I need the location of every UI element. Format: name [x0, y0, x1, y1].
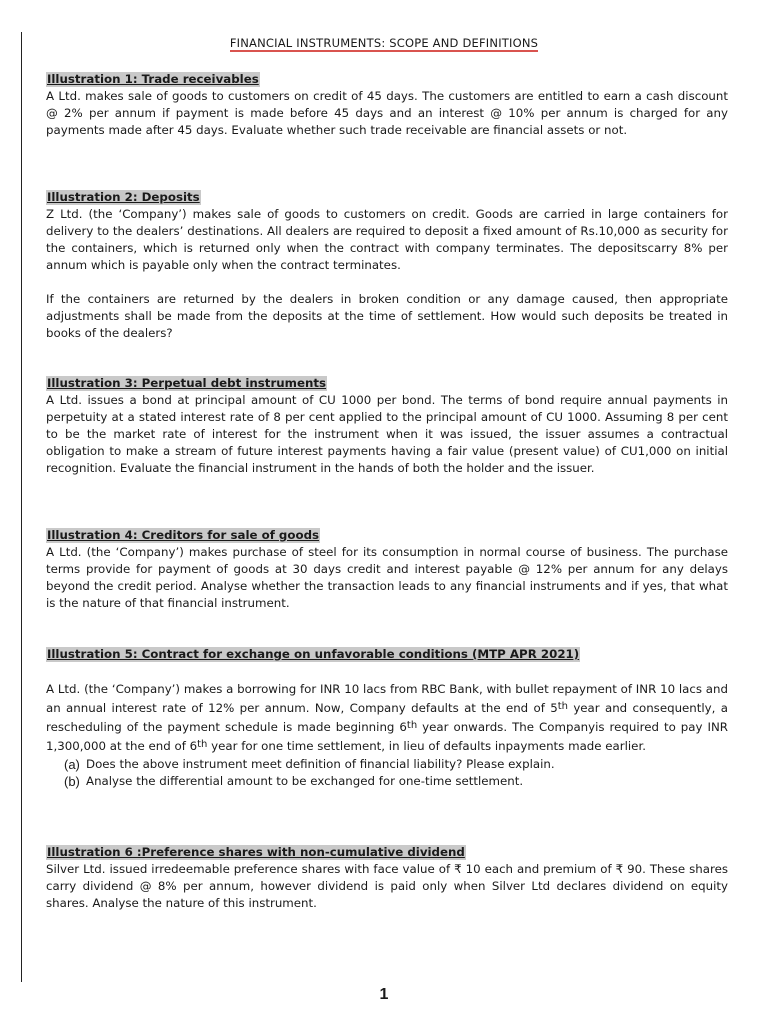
illustration-6	[46, 844, 728, 912]
list-marker: (a)	[64, 757, 80, 772]
illustration-5	[46, 646, 728, 790]
illustration-1-paragraph: A Ltd. makes sale of goods to customers on credit of 45 days. The customers are entitled to earn a cash discount @ 2% per annum if payment is made before 45 days and an interest @ 10% per annum is charged for any payments made after 45 days. Evaluate whether such trade receivable are financial assets or not.	[46, 89, 728, 137]
illustration-1	[46, 71, 728, 139]
illustration-2-heading: Illustration 2: Deposits	[47, 190, 200, 204]
illustration-3	[46, 375, 728, 477]
list-item	[46, 756, 728, 773]
illustration-2-paragraph-1: Z Ltd. (the ‘Company’) makes sale of goods to customers on credit. Goods are carried in large containers for delivery to the dealers’ destinations. All dealers are required to deposit a fixed amount of Rs.10,000 as security for the containers, which is returned only when the contract with company terminates. The depositscarry 8% per annum which is payable only when the contract terminates.	[46, 207, 728, 272]
margin-rule	[21, 32, 22, 982]
illustration-2	[46, 189, 728, 342]
illustration-4-paragraph: A Ltd. (the ‘Company’) makes purchase of steel for its consumption in normal course of business. The purchase terms provide for payment of goods at 30 days credit and interest payable @ 12% per annum for any delays beyond the credit period. Analyse whether the transaction leads to any financial instruments and if yes, that what is the nature of that financial instrument.	[46, 545, 728, 610]
list-item-text: Does the above instrument meet definition of financial liability? Please explain.	[86, 757, 555, 771]
illustration-4	[46, 527, 728, 612]
document-title-text: FINANCIAL INSTRUMENTS: SCOPE AND DEFINITIONS	[229, 36, 539, 50]
illustration-6-heading: Illustration 6 :Preference shares with non-cumulative dividend	[47, 845, 465, 859]
document-title	[0, 36, 768, 50]
illustration-4-heading: Illustration 4: Creditors for sale of goods	[47, 528, 320, 542]
list-item-text: Analyse the differential amount to be exchanged for one-time settlement.	[86, 774, 524, 788]
illustration-1-heading: Illustration 1: Trade receivables	[47, 72, 259, 86]
illustration-3-paragraph: A Ltd. issues a bond at principal amount of CU 1000 per bond. The terms of bond require annual payments in perpetuity at a stated interest rate of 8 per cent applied to the principal amount of CU 1000. Assuming 8 per cent to be the market rate of interest for the instrument when it was issued, the issuer assumes a contractual obligation to make a stream of future interest payments having a fair value (present value) of CU1,000 on initial recognition. Evaluate the financial instrument in the hands of both the holder and the issuer.	[46, 393, 728, 475]
illustration-5-questions	[46, 756, 728, 790]
illustration-2-paragraph-2: If the containers are returned by the dealers in broken condition or any damage caused, then appropriate adjustments shall be made from the deposits at the time of settlement. How would such deposits be treated in books of the dealers?	[46, 292, 728, 340]
list-item	[46, 773, 728, 790]
list-marker: (b)	[64, 774, 80, 789]
illustration-5-paragraph: A Ltd. (the ‘Company’) makes a borrowing for INR 10 lacs from RBC Bank, with bullet repayment of INR 10 lacs and an annual interest rate of 12% per annum. Now, Company defaults at the end of 5th year and consequently, a rescheduling of the payment schedule is made beginning 6th year onwards. The Companyis required to pay INR 1,300,000 at the end of 6th year for one time settlement, in lieu of defaults inpayments made earlier.	[46, 682, 728, 753]
illustration-3-heading: Illustration 3: Perpetual debt instruments	[47, 376, 327, 390]
page-number: 1	[379, 986, 389, 1003]
illustration-5-heading: Illustration 5: Contract for exchange on unfavorable conditions (MTP APR 2021)	[47, 647, 580, 661]
illustration-6-paragraph: Silver Ltd. issued irredeemable preference shares with face value of ₹ 10 each and premium of ₹ 90. These shares carry dividend @ 8% per annum, however dividend is paid only when Silver Ltd declares dividend on equity shares. Analyse the nature of this instrument.	[46, 862, 728, 910]
